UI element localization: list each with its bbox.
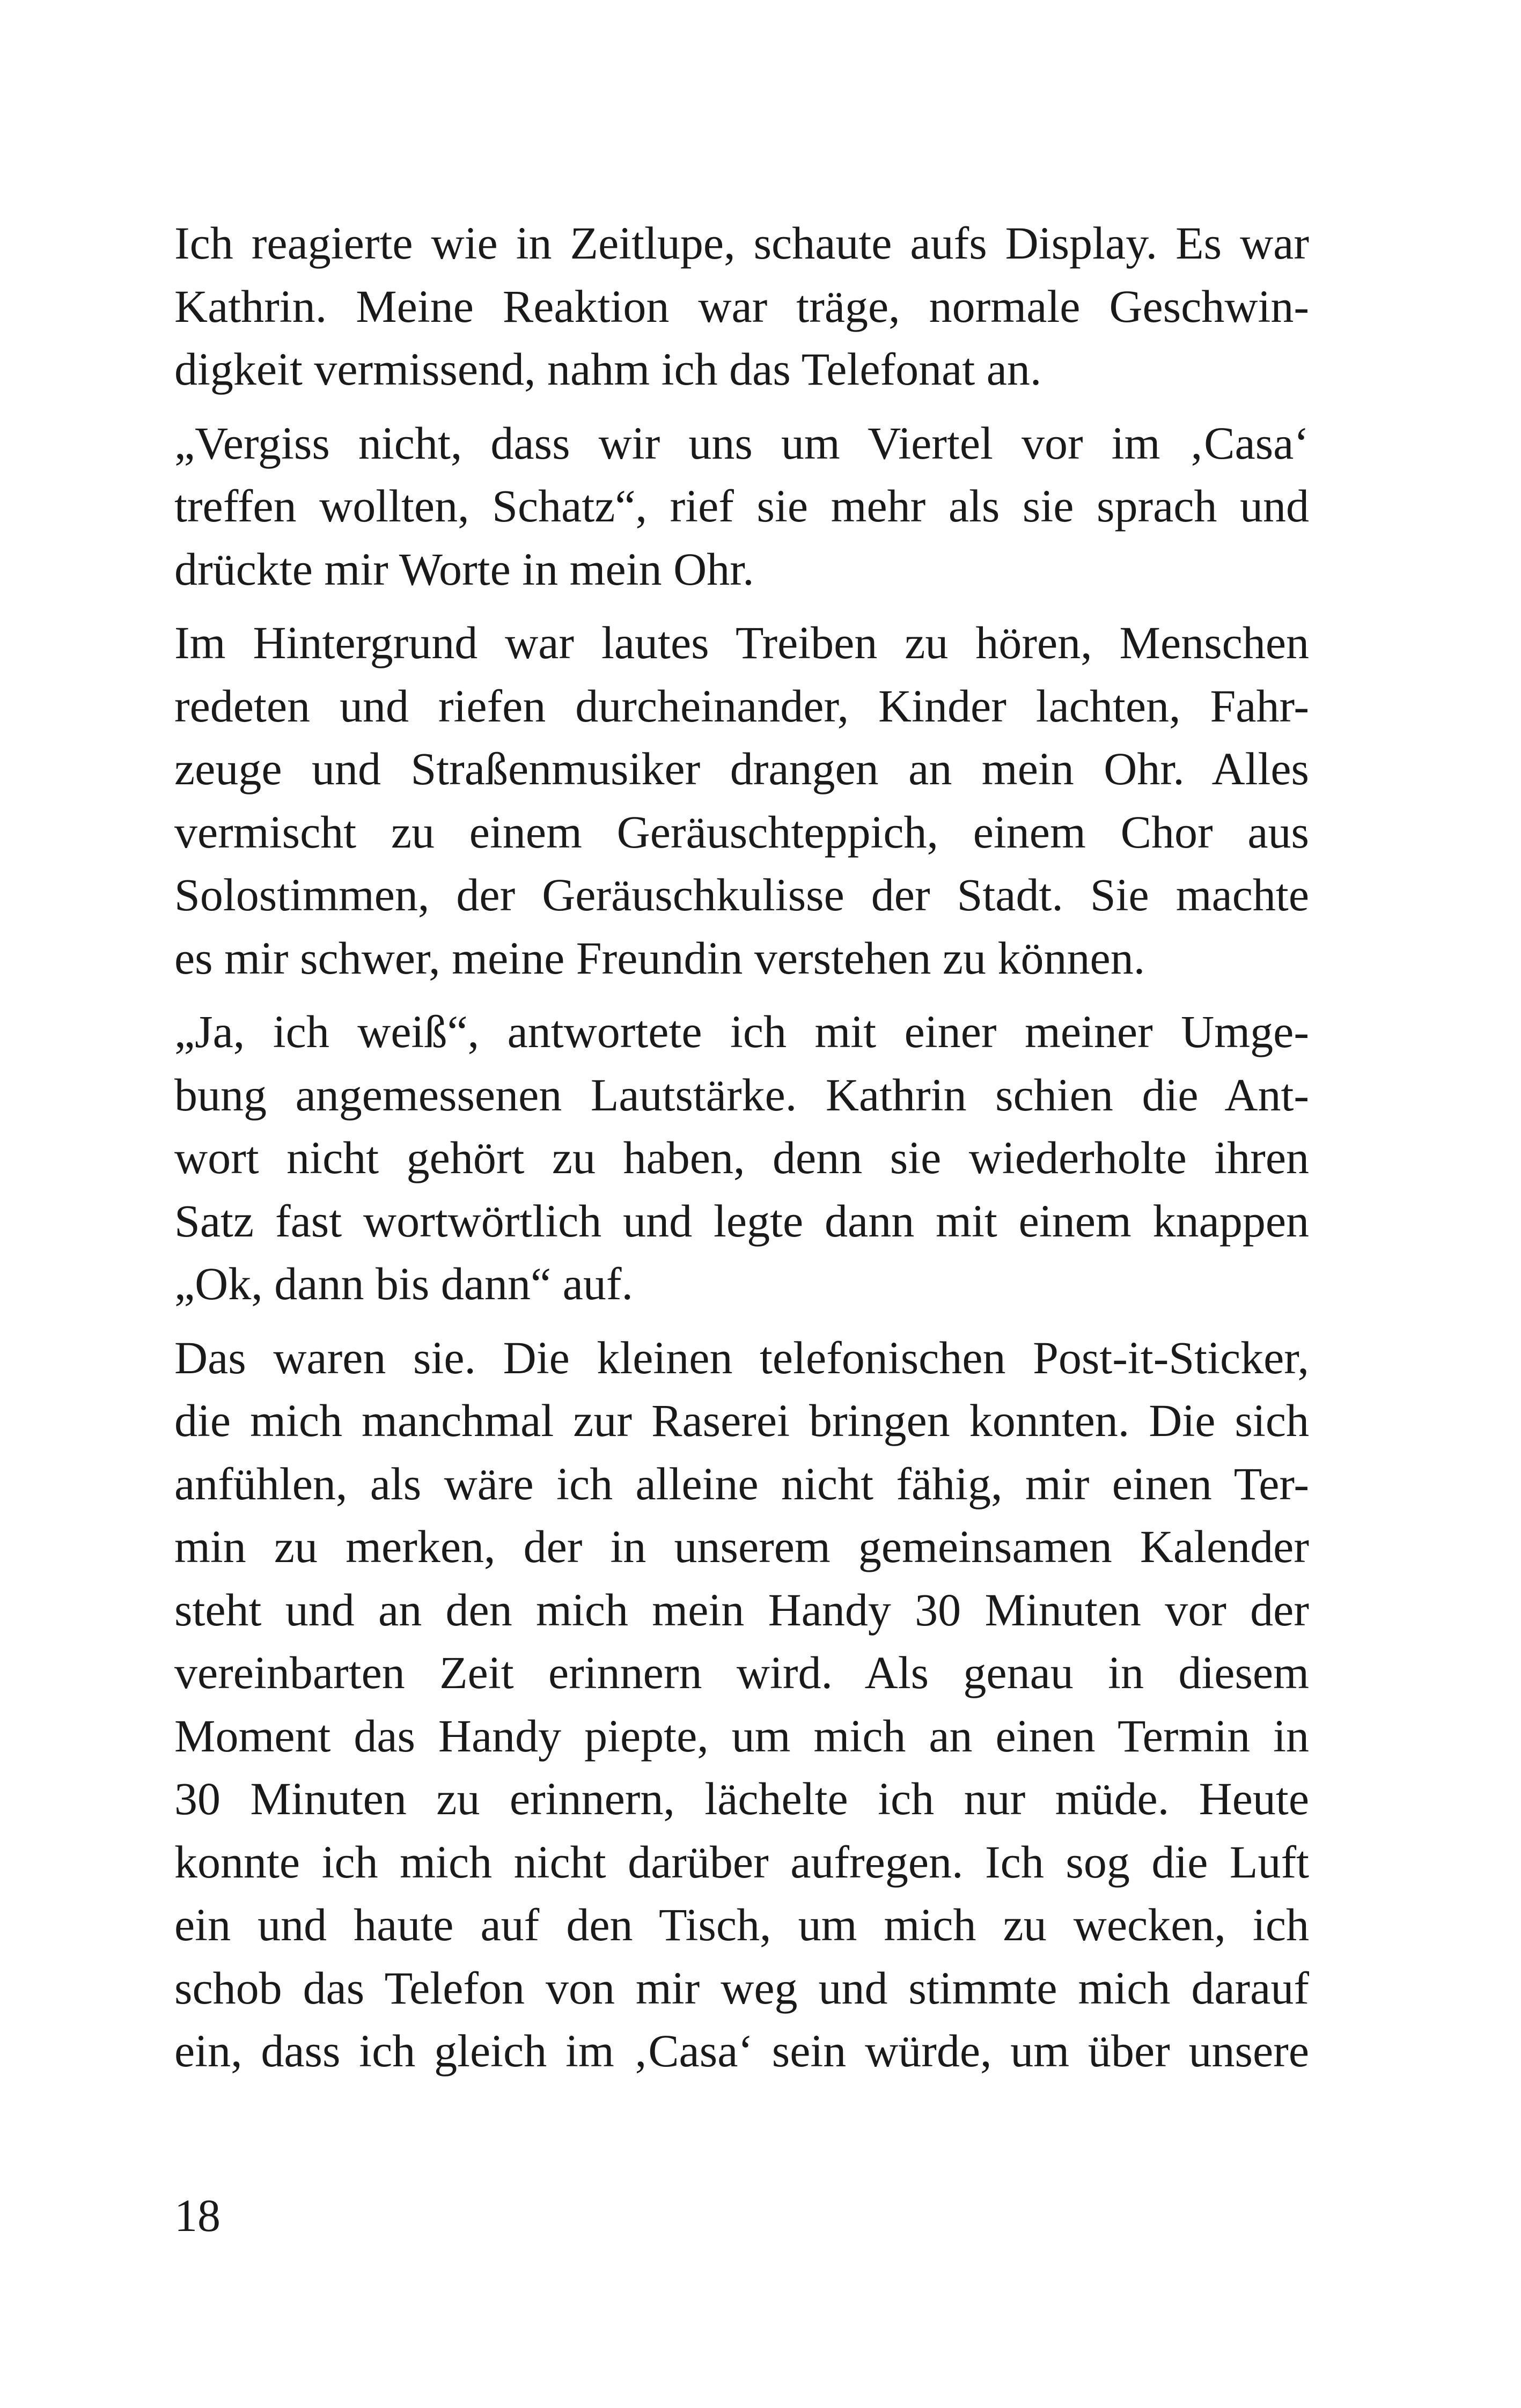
- text-line: treffen wollten, Schatz“, rief sie mehr als sie sprach und: [174, 480, 1309, 532]
- text-line: ein und haute auf den Tisch, um mich zu wecken, ich: [174, 1899, 1309, 1950]
- text-line: min zu merken, der in unserem gemeinsamen Kalender: [174, 1521, 1309, 1572]
- text-line: die mich manchmal zur Raserei bringen konnten. Die sich: [174, 1395, 1309, 1446]
- text-line: „Ja, ich weiß“, antwortete ich mit einer meiner Umge-: [174, 1006, 1309, 1057]
- text-line: wort nicht gehört zu haben, denn sie wiederholte ihren: [174, 1132, 1309, 1183]
- text-line: vereinbarten Zeit erinnern wird. Als genau in diesem: [174, 1647, 1309, 1698]
- text-line: ein, dass ich gleich im ‚Casa‘ sein würde, um über unsere: [174, 2025, 1309, 2076]
- text-line: „Ok, dann bis dann“ auf.: [174, 1258, 633, 1309]
- text-line: Moment das Handy piepte, um mich an einen Termin in: [174, 1710, 1309, 1762]
- text-line: Solostimmen, der Geräuschkulisse der Stadt. Sie machte: [174, 869, 1309, 921]
- text-line: Im Hintergrund war lautes Treiben zu hören, Menschen: [174, 617, 1309, 668]
- text-line: Satz fast wortwörtlich und legte dann mit einem knappen: [174, 1195, 1309, 1247]
- paragraph: [174, 1000, 1309, 1316]
- text-line: „Vergiss nicht, dass wir uns um Viertel vor im ‚Casa‘: [174, 417, 1309, 469]
- text-line: zeuge und Straßenmusiker drangen an mein Ohr. Alles: [174, 743, 1309, 794]
- text-line: steht und an den mich mein Handy 30 Minuten vor der: [174, 1584, 1309, 1636]
- paragraph: [174, 412, 1309, 601]
- page-number: 18: [174, 2190, 221, 2241]
- paragraph: [174, 1327, 1309, 2083]
- text-line: anfühlen, als wäre ich alleine nicht fähig, mir einen Ter-: [174, 1457, 1309, 1509]
- text-line: schob das Telefon von mir weg und stimmte mich darauf: [174, 1962, 1309, 2014]
- body-text: [174, 212, 1309, 2094]
- paragraph: [174, 212, 1309, 401]
- text-line: digkeit vermissend, nahm ich das Telefonat an.: [174, 343, 1042, 395]
- text-line: drückte mir Worte in mein Ohr.: [174, 543, 754, 595]
- text-line: Das waren sie. Die kleinen telefonischen Post-it-Sticker,: [174, 1331, 1309, 1383]
- text-line: 30 Minuten zu erinnern, lächelte ich nur müde. Heute: [174, 1773, 1309, 1824]
- text-line: konnte ich mich nicht darüber aufregen. Ich sog die Luft: [174, 1836, 1309, 1888]
- paragraph: [174, 612, 1309, 990]
- text-line: vermischt zu einem Geräuschteppich, einem Chor aus: [174, 806, 1309, 858]
- text-line: bung angemessenen Lautstärke. Kathrin schien die Ant-: [174, 1069, 1309, 1121]
- text-line: Kathrin. Meine Reaktion war träge, normale Geschwin-: [174, 280, 1309, 332]
- text-line: es mir schwer, meine Freundin verstehen zu können.: [174, 932, 1145, 984]
- text-line: redeten und riefen durcheinander, Kinder lachten, Fahr-: [174, 680, 1309, 732]
- text-line: Ich reagierte wie in Zeitlupe, schaute aufs Display. Es war: [174, 217, 1309, 269]
